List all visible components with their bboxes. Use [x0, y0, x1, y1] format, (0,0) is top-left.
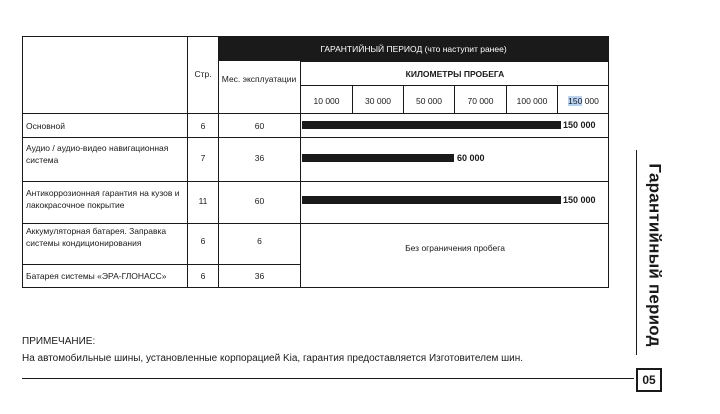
km-tick-suffix: 000: [584, 96, 599, 106]
mileage-label: 150 000: [563, 195, 596, 205]
km-tick: 70 000: [467, 96, 494, 106]
km-tick: [558, 91, 609, 111]
warranty-table: [22, 36, 609, 288]
note-text: На автомобильные шины, установленные корпорацией Kia, гарантия предоставляется Изготовителем шин.: [22, 353, 524, 364]
row-name: Батарея системы «ЭРА-ГЛОНАСС»: [26, 271, 167, 281]
row-page: 11: [198, 196, 208, 206]
page-number: 05: [636, 368, 662, 392]
row-name: Основной: [26, 121, 65, 131]
unlimited-mileage: Без ограничения пробега: [405, 243, 505, 253]
mileage-label: 150 000: [563, 120, 596, 130]
km-tick: 50 000: [416, 96, 442, 106]
row-page: 6: [200, 121, 206, 131]
note-title: ПРИМЕЧАНИЕ:: [22, 336, 96, 347]
divider: [23, 113, 608, 114]
row-page: 6: [200, 236, 206, 246]
row-months: 60: [254, 196, 265, 206]
side-divider: [636, 150, 637, 355]
mileage-bar: [302, 121, 561, 129]
km-title: КИЛОМЕТРЫ ПРОБЕГА: [405, 69, 505, 79]
row-name: Антикоррозионная гарантия на кузов и лакокрасочное покрытие: [26, 188, 180, 210]
row-name: Аккумуляторная батарея. Заправка системы кондиционирования: [26, 226, 167, 248]
km-tick: 10 000: [313, 96, 340, 106]
divider: [23, 137, 608, 138]
km-tick: 30 000: [365, 96, 391, 106]
mileage-bar: [302, 196, 561, 204]
row-months: 36: [254, 153, 265, 163]
divider: [300, 61, 608, 62]
col-months-header: Мес. эксплуатации: [221, 74, 297, 84]
row-months: 36: [254, 271, 265, 281]
col-page-header: Стр.: [194, 69, 212, 79]
warranty-period-header: ГАРАНТИЙНЫЙ ПЕРИОД (что наступит ранее): [219, 37, 608, 61]
divider: [23, 223, 608, 224]
divider: [23, 181, 608, 182]
divider: [23, 264, 301, 265]
row-name: Аудио / аудио-видео навигационная система: [26, 143, 169, 165]
km-tick: 100 000: [516, 96, 548, 106]
section-title: [640, 150, 670, 360]
row-months: 6: [257, 236, 262, 246]
row-page: 6: [200, 271, 206, 281]
row-page: 7: [200, 153, 206, 163]
km-tick-highlight: 150: [568, 96, 583, 106]
footer-rule: [22, 378, 634, 379]
mileage-bar: [302, 154, 454, 162]
mileage-label: 60 000: [457, 153, 485, 163]
section-title-text: Гарантийный период: [646, 163, 665, 347]
row-months: 60: [254, 121, 265, 131]
